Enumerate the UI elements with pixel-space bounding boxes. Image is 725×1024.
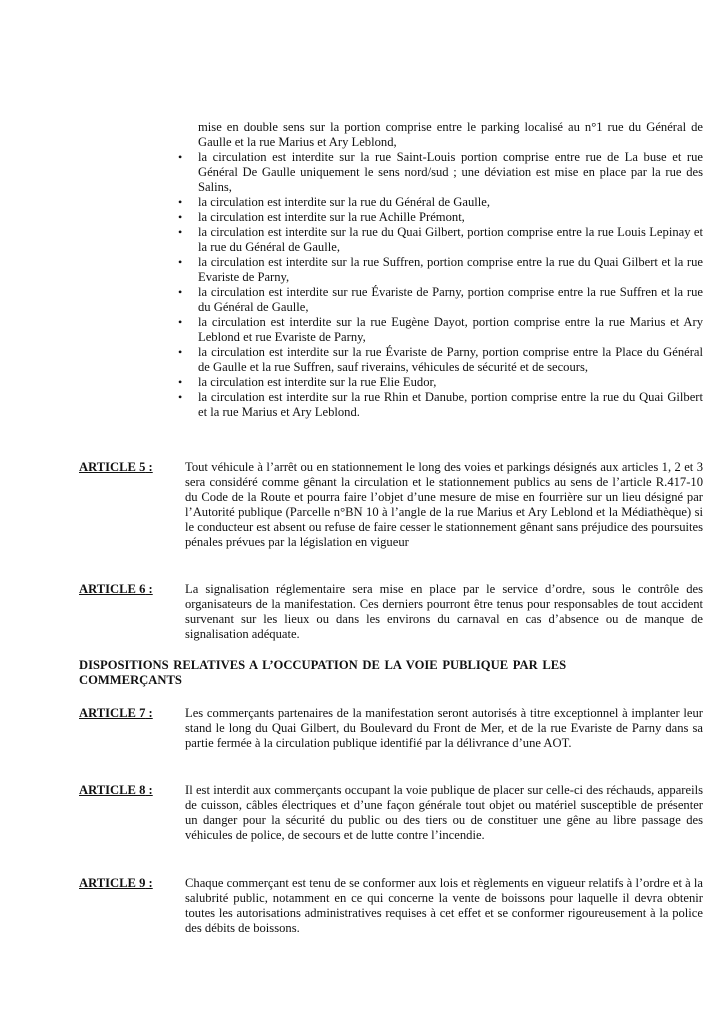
article-label [79, 783, 153, 798]
article-number: ARTICLE 9 [79, 876, 146, 890]
article-number: ARTICLE 7 [79, 706, 146, 720]
article-number: ARTICLE 6 [79, 582, 146, 596]
article-5 [79, 460, 703, 550]
list-item: • la circulation est interdite sur la rue du Général de Gaulle, [198, 195, 703, 210]
list-item: • la circulation est interdite sur la rue Elie Eudor, [198, 375, 703, 390]
article-colon: : [145, 876, 153, 890]
heading-line-1 [79, 658, 703, 673]
article-text: La signalisation réglementaire sera mise en place par le service d’ordre, sous le contrôle des organisateurs de la manifestation. Ces derniers pourront être tenus pour responsables de tout accident survenant sur les lieux ou dans les environs du carnaval en cas d’absence ou de manque de signalisation adéquate. [185, 582, 703, 641]
article-7 [79, 706, 703, 751]
article-colon: : [145, 706, 153, 720]
list-item: • la circulation est interdite sur la rue Achille Prémont, [198, 210, 703, 225]
article-text: Il est interdit aux commerçants occupant la voie publique de placer sur celle-ci des réchauds, appareils de cuisson, câbles électriques et d’une façon générale tout objet ou matériel susceptible de présenter un danger pour la sécurité du public ou des tiers ou de constituer une gêne au libre passage des véhicules de police, de secours et de lutte contre l’incendie. [185, 783, 703, 842]
article-colon: : [145, 582, 153, 596]
heading-line-2: COMMERÇANTS [79, 673, 182, 687]
bullet-list [198, 150, 703, 420]
article-9 [79, 876, 703, 936]
article-colon: : [145, 783, 153, 797]
article-colon: : [145, 460, 153, 474]
list-item: • la circulation est interdite sur rue Évariste de Parny, portion comprise entre la rue Suffren et la rue du Général de Gaulle, [198, 285, 703, 315]
article-label [79, 582, 153, 597]
heading-line-1-text: DISPOSITIONS RELATIVES A L’OCCUPATION DE LA VOIE PUBLIQUE PAR LES [79, 658, 567, 672]
list-item: • la circulation est interdite sur la rue Eugène Dayot, portion comprise entre la rue Marius et Ary Leblond et rue Evariste de Parny, [198, 315, 703, 345]
article-label [79, 876, 153, 891]
article-label [79, 460, 153, 475]
list-item: • la circulation est interdite sur la rue Suffren, portion comprise entre la rue du Quai Gilbert et la rue Evariste de Parny, [198, 255, 703, 285]
article-6 [79, 582, 703, 642]
article-8 [79, 783, 703, 843]
continuation-text: mise en double sens sur la portion comprise entre le parking localisé au n°1 rue du Général de Gaulle et la rue Marius et Ary Leblond, [198, 120, 703, 149]
list-item: • la circulation est interdite sur la rue Saint-Louis portion comprise entre rue de La buse et rue Général De Gaulle uniquement le sens nord/sud ; une déviation est mise en place par la rue des Salins, [198, 150, 703, 195]
section-heading [79, 658, 703, 688]
list-item: • la circulation est interdite sur la rue du Quai Gilbert, portion comprise entre la rue Louis Lepinay et la rue du Général de Gaulle, [198, 225, 703, 255]
list-item: • la circulation est interdite sur la rue Évariste de Parny, portion comprise entre la Place du Général de Gaulle et la rue Suffren, sauf riverains, véhicules de sécurité et de secours, [198, 345, 703, 375]
article-number: ARTICLE 8 [79, 783, 146, 797]
article-text: Chaque commerçant est tenu de se conformer aux lois et règlements en vigueur relatifs à l’ordre et à la salubrité public, notamment en ce qui concerne la vente de boissons pour laquelle il devra obtenir toutes les autorisations administratives requises à cet effet et se conformer rigoureusement à la police des débits de boissons. [185, 876, 703, 935]
article-text: Les commerçants partenaires de la manifestation seront autorisés à titre exceptionnel à implanter leur stand le long du Quai Gilbert, du Boulevard du Front de Mer, et de la rue Evariste de Parny dans sa partie fermée à la circulation publique identifié par la délivrance d’une AOT. [185, 706, 703, 750]
list-item: • la circulation est interdite sur la rue Rhin et Danube, portion comprise entre la rue du Quai Gilbert et la rue Marius et Ary Leblond. [198, 390, 703, 420]
article-text: Tout véhicule à l’arrêt ou en stationnement le long des voies et parkings désignés aux articles 1, 2 et 3 sera considéré comme gênant la circulation et le stationnement publics au sens de l’article R.417-10 du Code de la Route et pourra faire l’objet d’une mesure de mise en fourrière sur un lieu désigné par l’Autorité publique (Parcelle n°BN 10 à l’angle de la rue Marius et Ary Leblond et la Médiathèque) si le conducteur est absent ou refuse de faire cesser le stationnement gênant sans préjudice des poursuites pénales prévues par la législation en vigueur [185, 460, 703, 549]
article-label [79, 706, 153, 721]
article-number: ARTICLE 5 [79, 460, 146, 474]
